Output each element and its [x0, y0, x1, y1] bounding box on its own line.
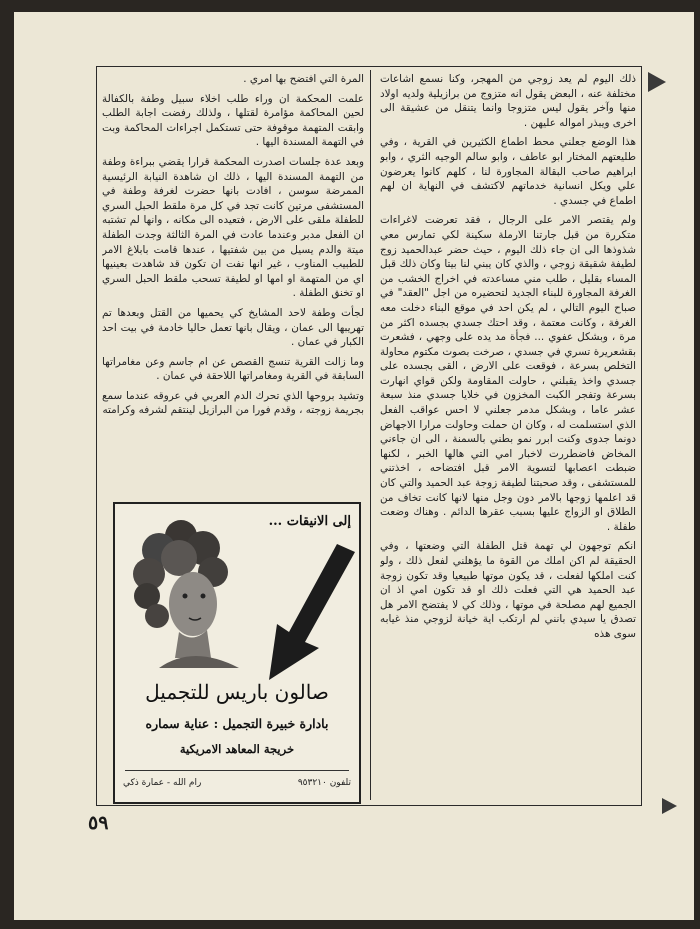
- salon-advertisement: [113, 502, 361, 804]
- paragraph: هذا الوضع جعلني محط اطماع الكثيرين في القرية ، وفي طليعتهم المختار ابو عاطف ، وابو سالم الوجيه الثري ، وابو ابراهيم صاحب البقالة المجاورة لنا ، كلهم كانوا يعرضون علي ويكل انسانية خدماتهم لاكتشف في النهاية ان لهم اطماع في جسدي .: [380, 136, 636, 207]
- paragraph: ولم يقتصر الامر على الرجال ، فقد تعرضت لاغراءات متكررة من قبل جارتنا الارملة سكينة لكي تمارس معي شذوذها الى ان جاء ذلك اليوم ، حيث حضر عبدالحميد زوج لطيفة شقيقة زوجي ، والذي كان يبني لنا بيتا وكان ذلك قبل المساء بقليل ، طلب مني مساعدته في اخراج الخشب من الغرفة المجاورة للبناء الجديد لتحضيره من اجل "العقد" في صباح اليوم التالي ، لم يكن احد في موقع البناء دخلت معه الغرفة ، وكانت معتمة ، وقد احتك جسدي بجسده اكثر من مرة ، وبشكل عفوي ... فجأة مد يده على وجهي ، فشعرت بقشعريرة تسري في جسدي ، صرخت بصوت مكتوم محاولة التخلص بسرعة ، فوقعت على الارض ، القى بجسده على جسدي واخذ يقبلني ، حاولت المقاومة ولكن قواي انهارت بسرعة وتفجر الكبت المخزون في خلايا جسدي منذ سبعة عشر عاما ، وبشكل مدمر جعلني لا احس عواقب الفعل الذي استسلمت له ، وكان ان حملت وحاولت مرارا الاجهاض دونما جدوى وكنت ابرر نمو بطني بالسمنة ، الى ان جاءني المخاض فاضطررت لاخبار امي التي هالها الخبر ، لكنها ضبطت اعصابها لتسوية الامر قبل افتضاحه ، اخذتني للمستشفى ، وقد صحبتنا لطيفة زوجة عبد الحميد والتي كان قد اعلمها زوجها بالامر دون وجل منها لانها كانت تخاف من الطلاق او الزواج عليها بسبب عقرها الدائم . وهناك وضعت طفلة .: [380, 214, 636, 533]
- continuation-arrow-icon: [648, 72, 666, 92]
- page-number: ٥٩: [88, 812, 109, 834]
- salon-phone: تلفون ٩٥٣٢١٠: [297, 778, 351, 788]
- left-column: [102, 72, 364, 492]
- paragraph: وبعد عدة جلسات اصدرت المحكمة قرارا يقضي ببراءة وطفة من التهمة المسندة اليها ، ذلك ان شاهدة النيابة الرئيسية الممرضة سوسن ، افادت بانها حضرت لغرفة وطفة في المستشفى مرتين كانت تجد في كل مرة ملقط الحبل السري للطفلة ملقى على الارض ، فتعيده الى مكانه ، وانها لم تشتبه ان الفعل مدبر وعندما عادت في المرة الثالثة وجدت الطفلة ميتة والدم يسيل من بين شفتيها ، عندها قامت بابلاغ الامر للطبيب المناوب ، غير انها نفت ان تكون قد شاهدت بعينيها اي من المتهمة او امها او لطيفة تسحب ملقط الحبل السري او تخنق الطفلة .: [102, 155, 364, 300]
- paragraph: لجأت وطفة لاحد المشايخ كي يحميها من القتل وبعدها تم تهريبها الى عمان ، ويقال بانها تعمل حاليا خادمة في بيت احد الكبار في عمان .: [102, 306, 364, 349]
- salon-address: رام الله - عمارة ذكي: [123, 778, 202, 788]
- ad-headline: إلى الانيقات ...: [268, 514, 351, 529]
- ad-divider: [125, 770, 349, 771]
- paragraph: انكم توجهون لي تهمة قتل الطفلة التي وضعتها ، وفي الحقيقة لم اكن املك من القوة ما يؤهلني لفعل ذلك ، ولو كنت املكها لفعلت ، قد يكون موتها طبيعيا وقد تكون زوجة عبد الحميد هي التي فعلت ذلك او قد تكون امي اذ ان الجميع لهم مصلحة في موتها ، وذلك كي لا يفتضح الامر هل تصدق يا سيدي بانني لم ارتكب اية خيانة لزوجي منذ غيابه سوى هذه: [380, 540, 636, 640]
- next-page-arrow-icon: [662, 798, 677, 814]
- paragraph: المرة التي افتضح بها امري .: [243, 73, 364, 85]
- paragraph: علمت المحكمة ان وراء طلب اخلاء سبيل وطفة بالكفالة لحين المحاكمة مؤامرة لقتلها ، ولذلك رفضت اجابة الطلب وابقت المتهمة موقوفة حتى تستكمل اجراءات المحاكمة وبت في التهمة المسندة اليها .: [102, 92, 364, 149]
- paragraph: ذلك اليوم لم يعد زوجي من المهجر، وكنا نسمع اشاعات مختلفة عنه ، البعض يقول انه متزوج من برازيلية ولديه اولاد منها وآخر يقول ليس متزوجا وانما يتنقل من عشيقة الى اخرى ويبذر امواله عليهن .: [380, 73, 636, 129]
- paragraph: وما زالت القرية تنسج القصص عن ام جاسم وعن مغامراتها السابقة في القرية ومغامراتها اللاحقة في عمان .: [102, 355, 364, 383]
- salon-name: صالون باريس للتجميل: [145, 680, 329, 704]
- salon-credentials: خريجة المعاهد الامريكية: [179, 742, 295, 756]
- pointing-arrow-icon: [259, 544, 359, 684]
- column-divider: [370, 70, 371, 800]
- paragraph: وتشيد بروحها الذي تحرك الدم العربي في عروقه عندما سمع بجريمة زوجته ، وقدم فورا من البرازيل لينتقم لشرفه وكرامته: [102, 389, 364, 417]
- woman-portrait-icon: [119, 508, 269, 668]
- salon-management: بادارة خبيرة التجميل : عناية سماره: [145, 716, 329, 731]
- right-column: [380, 72, 636, 798]
